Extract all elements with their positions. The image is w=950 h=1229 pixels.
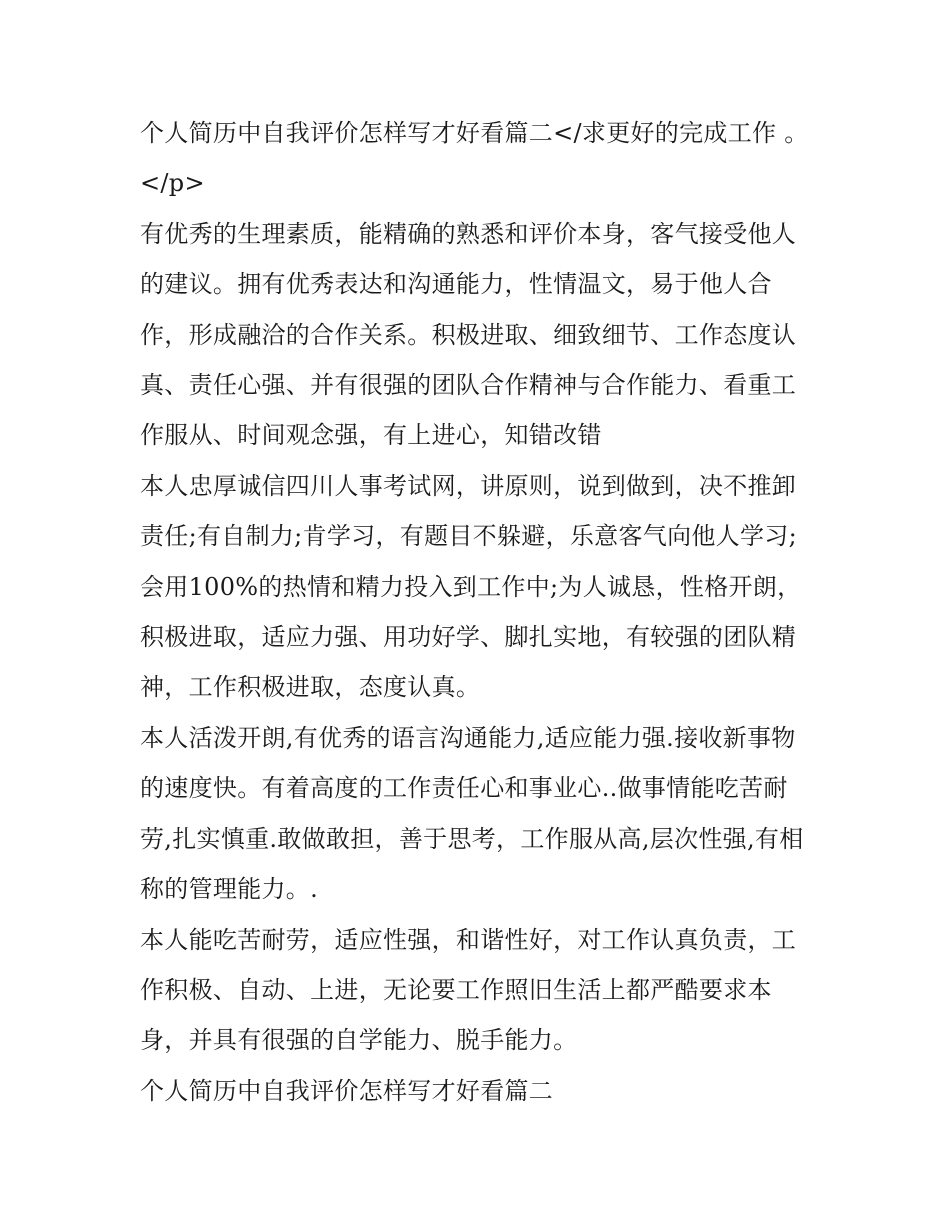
paragraph-4: 本人活泼开朗,有优秀的语言沟通能力,适应能力强.接收新事物的速度快。有着高度的工作责任心和事业心..做事情能吃苦耐劳,扎实慎重.敢做敢担，善于思考，工作服从高,层次性强,有相称的管理能力。. [140, 723, 804, 904]
paragraph-1: 个人简历中自我评价怎样写才好看篇二</求更好的完成工作 。</p> [140, 119, 809, 198]
paragraph-2: 有优秀的生理素质，能精确的熟悉和评价本身，客气接受他人的建议。拥有优秀表达和沟通能力，性情温文，易于他人合作，形成融洽的合作关系。积极进取、细致细节、工作态度认真、责任心强、并有很强的团队合作精神与合作能力、看重工作服从、时间观念强，有上进心，知错改错 [140, 219, 797, 450]
paragraph-6: 个人简历中自我评价怎样写才好看篇二 [140, 1076, 554, 1105]
paragraph-3: 本人忠厚诚信四川人事考试网，讲原则，说到做到，决不推卸责任;有自制力;肯学习，有题目不躲避，乐意客气向他人学习;会用100%的热情和精力投入到工作中;为人诚恳，性格开朗，积极进取，适应力强、用功好学、脚扎实地，有较强的团队精神，工作积极进取，态度认真。 [140, 471, 802, 702]
paragraph-5: 本人能吃苦耐劳，适应性强，和谐性好，对工作认真负责，工作积极、自动、上进，无论要工作照旧生活上都严酷要求本身，并具有很强的自学能力、脱手能力。 [140, 925, 797, 1055]
document-body [140, 108, 812, 1116]
